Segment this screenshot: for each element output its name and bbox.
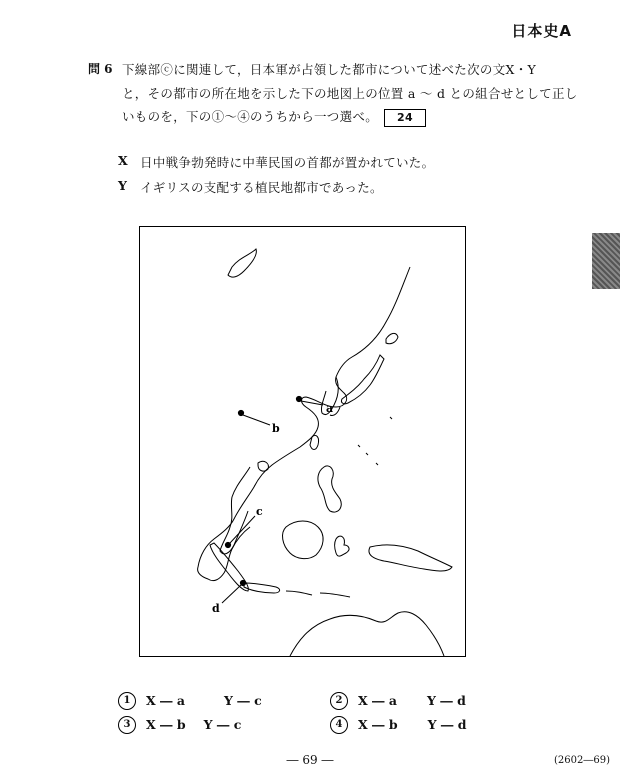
statement-x-text: 日中戦争勃発時に中華民国の首都が置かれていた。 — [140, 155, 435, 170]
sakhalin-coast — [228, 249, 256, 277]
lesser-sunda-islands — [286, 591, 350, 597]
asia-map — [139, 226, 466, 657]
australia-coast — [290, 612, 444, 656]
map-label-c: c — [256, 505, 263, 518]
indochina-coast — [220, 467, 250, 554]
location-b-dot — [238, 410, 243, 415]
choice-3[interactable]: 3 X ― b Y ― c — [118, 716, 241, 734]
map-drawing — [140, 227, 465, 656]
section-tab — [592, 233, 620, 289]
honshu-island — [341, 355, 384, 404]
statement-y-text: イギリスの支配する植民地都市であった。 — [140, 180, 383, 195]
answer-number-box[interactable]: 24 — [384, 109, 426, 127]
question-line-3-wrap — [122, 107, 426, 127]
sulawesi-island — [335, 536, 350, 556]
exam-code: (2602―69) — [554, 755, 610, 766]
choice-4[interactable]: 4 X ― b Y ― d — [330, 716, 467, 734]
map-label-a: a — [326, 402, 334, 415]
choice-2[interactable]: 2 X ― a Y ― d — [330, 692, 466, 710]
question-line-2: と，その都市の所在地を示した下の地図上の位置 a ～ d との組合せとして正し — [122, 86, 578, 101]
location-a-dot — [296, 396, 301, 401]
question-number: 問 6 — [88, 62, 113, 76]
statement-y-label: Y — [118, 178, 127, 193]
pacific-islands — [358, 417, 392, 465]
map-label-d: d — [212, 602, 220, 615]
choice-1[interactable]: 1 X ― a Y ― c — [118, 692, 262, 710]
subject-title: 日本史A — [511, 22, 572, 40]
question-line-1: 下線部ⓒに関連して，日本軍が占領した都市について述べた次の文X・Y — [122, 62, 537, 77]
hainan-island — [258, 461, 268, 471]
asia-coastline — [198, 267, 410, 581]
location-c-dot — [225, 542, 230, 547]
question-line-3: いものを，下の①～④のうちから一つ選べ。 — [122, 109, 379, 124]
page-number: ― 69 ― — [286, 753, 334, 767]
philippines-islands — [318, 466, 341, 512]
borneo-island — [283, 521, 324, 559]
statement-x-label: X — [118, 153, 128, 168]
new-guinea-island — [369, 545, 452, 571]
java-island — [244, 583, 280, 593]
hokkaido-island — [386, 333, 398, 343]
location-d-dot — [240, 580, 245, 585]
map-label-b: b — [272, 422, 280, 435]
